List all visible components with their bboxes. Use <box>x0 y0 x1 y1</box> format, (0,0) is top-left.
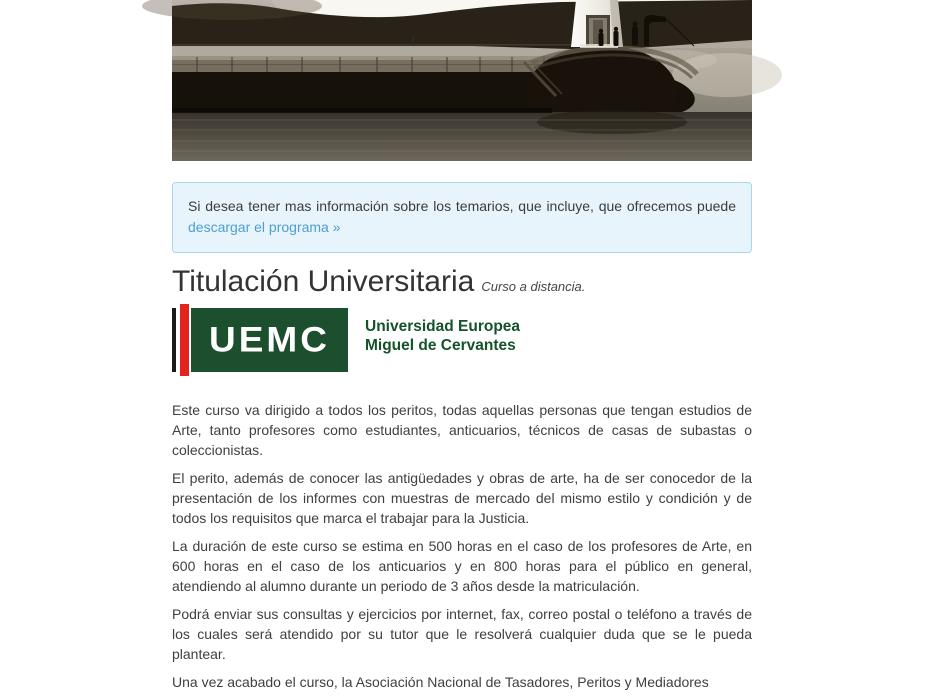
paragraph-perito-skills: El perito, además de conocer las antigüedades y obras de arte, ha de ser conocedor de la presentación de los informes con muestras de mercado del mismo estilo y condición y de todos los requisitos que marca el trabajar para la Justicia. <box>172 470 752 526</box>
page-subtitle: Curso a distancia. <box>481 279 586 294</box>
paragraph-tutoring: Podrá enviar sus consultas y ejercicios por internet, fax, correo postal o teléfono a través de los cuales será atendido por su tutor que le resolverá cualquier duda que se le pueda plantear. <box>172 606 752 662</box>
paragraph-audience: Este curso va dirigido a todos los peritos, todas aquellas personas que tengan estudios de Arte, tanto profesores como estudiantes, anticuarios, técnicos de casas de subastas o coleccionistas. <box>172 402 752 458</box>
paragraph-duration: La duración de este curso se estima en 500 horas en el caso de los profesores de Arte, en 600 horas en el caso de los anticuarios y en 800 horas para el público en general, atendiendo al alumno durante un periodo de 3 años desde la matriculación. <box>172 538 752 594</box>
info-alert-text: Si desea tener mas información sobre los temarios, que incluye, que ofrecemos puede <box>188 198 736 214</box>
download-program-link[interactable]: descargar el programa » <box>188 219 341 235</box>
course-description <box>172 400 752 692</box>
logo-red-bar <box>180 304 189 376</box>
logo-university-name-line2: Miguel de Cervantes <box>365 337 516 354</box>
logo-acronym: UEMC <box>209 320 330 359</box>
lighthouse-photo <box>172 0 752 161</box>
heading-row <box>172 265 752 299</box>
page-title: Titulación Universitaria <box>172 265 475 298</box>
info-alert-box <box>172 182 752 253</box>
logo-university-name-line1: Universidad Europea <box>365 318 521 335</box>
paragraph-association-truncated: Una vez acabado el curso, la Asociación Nacional de Tasadores, Peritos y Mediadores <box>172 674 709 690</box>
logo-green-box <box>191 308 348 372</box>
logo-university-name <box>365 317 520 355</box>
logo-black-bar <box>172 308 176 372</box>
uemc-logo <box>172 304 752 376</box>
photo-foreground-water <box>172 108 752 161</box>
main-content-column <box>172 0 752 700</box>
